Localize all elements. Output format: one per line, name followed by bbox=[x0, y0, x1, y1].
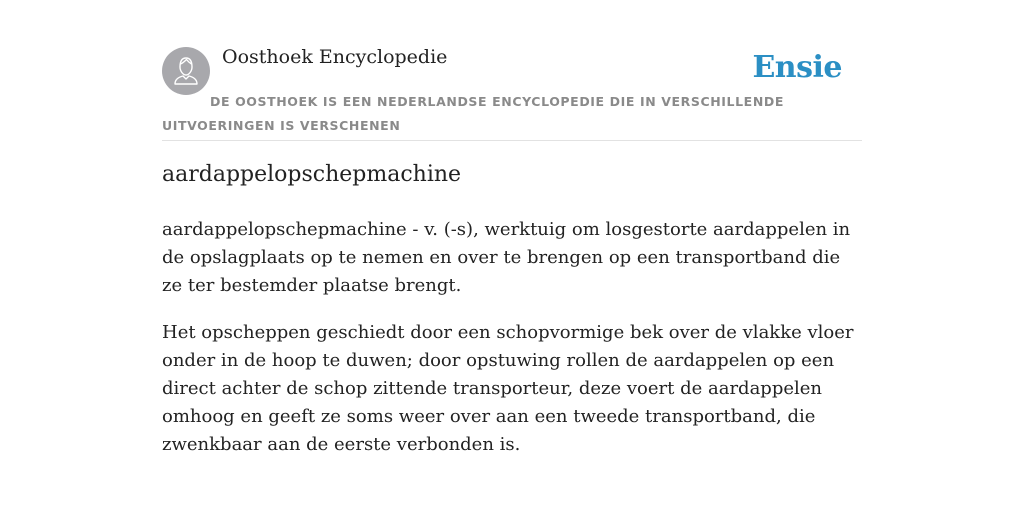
source-name[interactable]: Oosthoek Encyclopedie bbox=[222, 46, 448, 68]
source-avatar[interactable] bbox=[162, 47, 210, 95]
article-paragraph: aardappelopschepmachine - v. (-s), werktuig om losgestorte aardappelen in de opslagplaats op te nemen en over te brengen op een transportband die ze ter bestemder plaatse brengt. bbox=[162, 219, 851, 296]
source-header bbox=[162, 44, 862, 141]
article-title: aardappelopschepmachine bbox=[162, 162, 462, 187]
brand-logo[interactable]: Ensie bbox=[752, 50, 842, 85]
article-body bbox=[162, 216, 862, 478]
article-paragraph: Het opscheppen geschiedt door een schopvormige bek over de vlakke vloer onder in de hoop te duwen; door opstuwing rollen de aardappelen op een direct achter de schop zittende transporteur, deze voert de aardappelen omhoog en geeft ze soms weer over aan een tweede transportband, die zwenkbaar aan de eerste verbonden is. bbox=[162, 322, 854, 455]
user-outline-icon bbox=[162, 47, 210, 95]
source-tagline: DE OOSTHOEK IS EEN NEDERLANDSE ENCYCLOPEDIE DIE IN VERSCHILLENDE UITVOERINGEN IS VERSCHENEN bbox=[162, 94, 784, 133]
